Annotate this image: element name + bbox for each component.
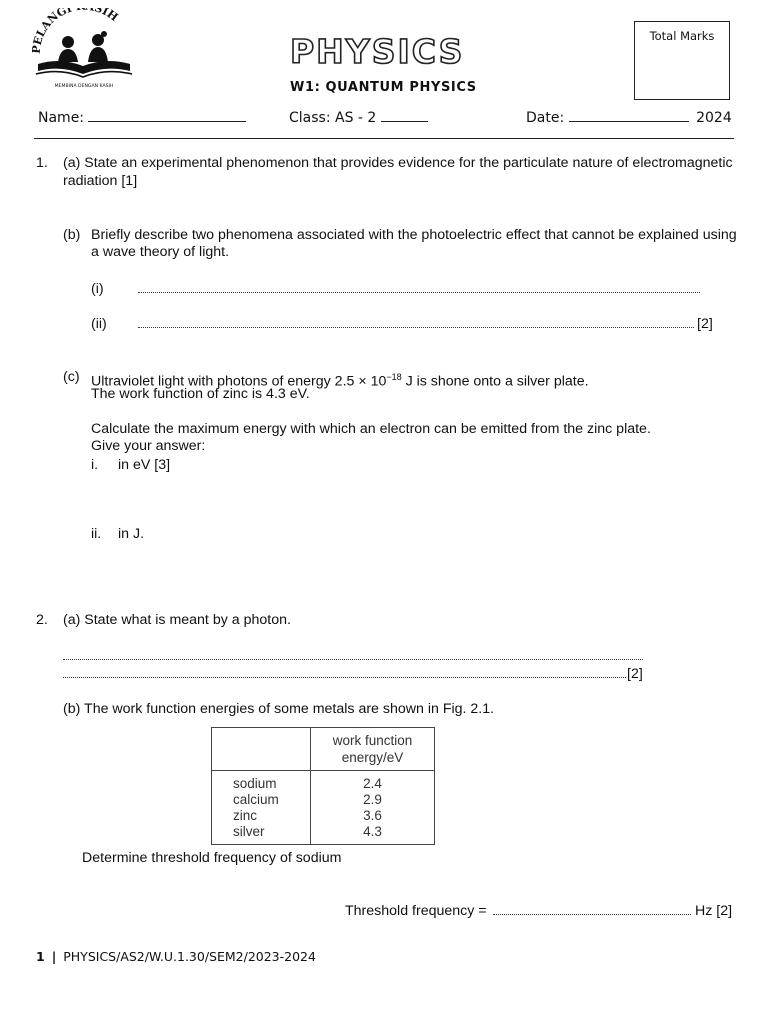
q1b-label: (b)	[63, 227, 81, 243]
q1c-label: (c)	[63, 369, 80, 385]
q1-number: 1.	[36, 155, 48, 171]
q1b-ii-label: (ii)	[91, 316, 107, 332]
page-number: 1	[36, 949, 45, 964]
q2a-text: (a) State what is meant by a photon.	[63, 612, 291, 628]
q1c-line3: Calculate the maximum energy with which an electron can be emitted from the zinc plate.	[91, 421, 651, 437]
q2b-text: (b) The work function energies of some metals are shown in Fig. 2.1.	[63, 701, 495, 717]
table-header-line2: energy/eV	[341, 750, 404, 765]
q1b-ii-answer-line[interactable]	[138, 327, 694, 328]
logo-motto: MEMBINA DENGAN KASIH	[54, 84, 114, 89]
table-energy: 3.6	[363, 808, 382, 823]
q1c-line2: The work function of zinc is 4.3 eV.	[91, 386, 310, 402]
q1b-i-label: (i)	[91, 281, 104, 297]
name-field	[38, 109, 246, 126]
page-footer	[36, 949, 316, 964]
logo-graphic	[32, 8, 136, 92]
footer-code: PHYSICS/AS2/W.U.1.30/SEM2/2023-2024	[63, 949, 316, 964]
q1c-line4: Give your answer:	[91, 438, 206, 454]
q2b-determine-text: Determine threshold frequency of sodium	[82, 850, 342, 866]
class-blank[interactable]	[381, 109, 428, 122]
svg-text:PELANGI KASIH	[32, 8, 120, 54]
page-title	[288, 30, 498, 72]
q1a-line1: (a) State an experimental phenomenon that provides evidence for the particulate nature of electromagnetic	[63, 155, 733, 171]
threshold-answer-line[interactable]	[493, 914, 691, 915]
q1a-line2: radiation [1]	[63, 173, 138, 189]
q1b-line2: a wave theory of light.	[91, 244, 230, 260]
q1b-i-answer-line[interactable]	[138, 292, 700, 293]
date-blank[interactable]	[569, 109, 689, 122]
name-label: Name:	[38, 110, 85, 126]
table-energy: 2.4	[363, 776, 382, 791]
footer-separator: |	[51, 949, 57, 964]
header-divider	[34, 138, 734, 139]
q1b-marks: [2]	[697, 316, 713, 332]
date-label: Date:	[526, 110, 565, 126]
year-text: 2024	[696, 110, 732, 126]
table-metal: calcium	[233, 792, 279, 807]
total-marks-box	[634, 21, 730, 100]
q1c-ii-label: ii.	[91, 526, 102, 542]
table-header-line1: work function	[332, 733, 413, 748]
work-function-table	[211, 727, 435, 845]
name-blank[interactable]	[88, 109, 246, 122]
table-metal: silver	[233, 824, 265, 839]
school-logo	[32, 8, 136, 92]
q1b-line1: Briefly describe two phenomena associated with the photoelectric effect that cannot be explained using	[91, 227, 737, 243]
q2a-answer-line-1[interactable]	[63, 659, 643, 660]
q1c-exponent: −18	[386, 372, 402, 382]
q1c-i-text: in eV [3]	[118, 457, 171, 473]
q2-number: 2.	[36, 612, 48, 628]
table-energy: 4.3	[363, 824, 382, 839]
q1c-i-label: i.	[91, 457, 99, 473]
table-metal: zinc	[233, 808, 258, 823]
q2a-marks: [2]	[627, 666, 643, 682]
threshold-unit: Hz [2]	[695, 903, 733, 919]
title-text: PHYSICS	[290, 32, 465, 71]
total-marks-label: Total Marks	[649, 29, 715, 43]
date-field	[526, 109, 732, 126]
q2a-answer-line-2[interactable]	[63, 677, 626, 678]
title-graphic	[288, 30, 498, 72]
threshold-label: Threshold frequency =	[345, 903, 487, 919]
table-header-divider	[212, 770, 434, 771]
table-energy: 2.9	[363, 792, 382, 807]
table-metal: sodium	[233, 776, 277, 791]
q1c-line1-post: J is shone onto a silver plate.	[401, 373, 589, 390]
class-label: Class: AS - 2	[289, 110, 377, 126]
q1c-ii-text: in J.	[118, 526, 145, 542]
class-field	[289, 109, 428, 126]
subtitle: W1: QUANTUM PHYSICS	[290, 80, 477, 95]
logo-text: ELANGI SIH	[32, 8, 121, 47]
q1c-line1-pre: Ultraviolet light with photons of energy 2.5 × 10	[91, 373, 387, 390]
